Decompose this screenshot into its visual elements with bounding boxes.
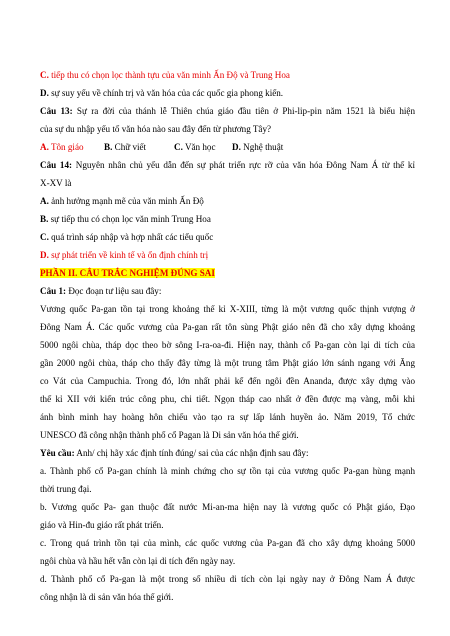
q14-line2: X-XV là	[40, 178, 72, 188]
statement-c-line1: c. Trong quá trình tồn tại của mình, các quốc vương của Pa-gan đã cho xây dựng khoảng 5000	[40, 538, 415, 548]
statement-b-line2: giáo và Hin-đu giáo rất phát triển.	[40, 520, 164, 530]
q13-line1: Câu 13: Sự ra đời của thánh lễ Thiên chúa giáo đầu tiên ở Phi-lip-pin năm 1521 là biểu hiện	[40, 106, 415, 116]
q13-options	[40, 141, 415, 153]
q14-option-a: A. ảnh hưởng mạnh mẽ của văn minh Ấn Độ	[40, 196, 204, 206]
q13-line2: của sự du nhập yếu tố văn hóa nào sau đây đến từ phương Tây?	[40, 124, 272, 134]
prev-option-c: C. tiếp thu có chọn lọc thành tựu của văn minh Ấn Độ và Trung Hoa	[40, 70, 290, 80]
prev-option-d: D. sự suy yếu về chính trị và văn hóa của các quốc gia phong kiến.	[40, 88, 284, 98]
q14-option-d: D. sự phát triển về kinh tế và ổn định chính trị	[40, 250, 209, 260]
statement-b-line1: b. Vương quốc Pa- gan thuộc đất nước Mi-an-ma hiện nay là vương quốc có Phật giáo, Đạo	[40, 502, 415, 512]
statement-a-line1: a. Thành phố cổ Pa-gan chính là minh chứng cho sự tồn tại của vương quốc Pa-gan hùng mạnh	[40, 466, 415, 476]
statement-a-line2: thời trung đại.	[40, 484, 92, 494]
q13-option-a: A. Tôn giáo	[40, 142, 84, 152]
q14-line1: Câu 14: Nguyên nhân chủ yếu dẫn đến sự phát triển rực rỡ của văn hóa Đông Nam Á từ thế kỉ	[40, 160, 415, 170]
statement-d-line2: công nhận là di sản văn hóa thế giới.	[40, 592, 174, 602]
q13-option-c: C. Văn học	[174, 142, 216, 152]
passage-line: thế kỉ XII với kiến trúc công phu, chi tiết. Ngọn tháp cao nhất ở đền được mạ vàng, mỗi khi	[40, 394, 415, 404]
q13-option-d: D. Nghệ thuật	[232, 142, 284, 152]
part2-heading: PHẦN II. CÂU TRẮC NGHIỆM ĐÚNG SAI	[40, 268, 215, 278]
passage-line: 5000 ngôi chùa, tháp dọc theo bờ sông I-ra-oa-đi. Hiện nay, thành cổ Pa-gan còn lại di tích của	[40, 340, 415, 350]
passage-line: gần 2000 ngôi chùa, tháp cho thấy đây từng là một trung tâm Phật giáo lớn sánh ngang với Ăng	[40, 358, 415, 368]
passage-line: Đông Nam Á. Các quốc vương của Pa-gan rất tôn sùng Phật giáo nên đã cho xây dựng khoảng	[40, 322, 415, 332]
passage-line: Vương quốc Pa-gan tồn tại trong khoảng thế kỉ X-XIII, từng là một vương quốc thịnh vượng ở	[40, 304, 415, 314]
statement-c-line2: ngôi chùa và hầu hết vẫn còn lại di tích đến ngày nay.	[40, 556, 236, 566]
passage-line: ánh bình minh hay hoàng hôn chiếu vào tạo ra sự lấp lánh huyền ảo. Năm 2019, Tổ chức	[40, 412, 415, 422]
statement-d-line1: d. Thành phố cổ Pa-gan là một trong số nhiều di tích còn lại ngày nay ở Đông Nam Á được	[40, 574, 415, 584]
requirement: Yêu cầu: Anh/ chị hãy xác định tính đúng/ sai của các nhận định sau đây:	[40, 448, 309, 458]
q13-option-b: B. Chữ viết	[104, 142, 147, 152]
q1-intro: Câu 1: Đọc đoạn tư liệu sau đây:	[40, 286, 162, 296]
passage-line: co Vát của Campuchia. Trong đó, lớn nhất phải kể đến ngôi đền Ananda, được xây dựng vào	[40, 376, 415, 386]
q14-option-b: B. sự tiếp thu có chọn lọc văn minh Trung Hoa	[40, 214, 211, 224]
passage-line: UNESCO đã công nhận thành phố cổ Pagan là Di sản văn hóa thế giới.	[40, 430, 299, 440]
q14-option-c: C. quá trình sáp nhập và hợp nhất các tiểu quốc	[40, 232, 214, 242]
